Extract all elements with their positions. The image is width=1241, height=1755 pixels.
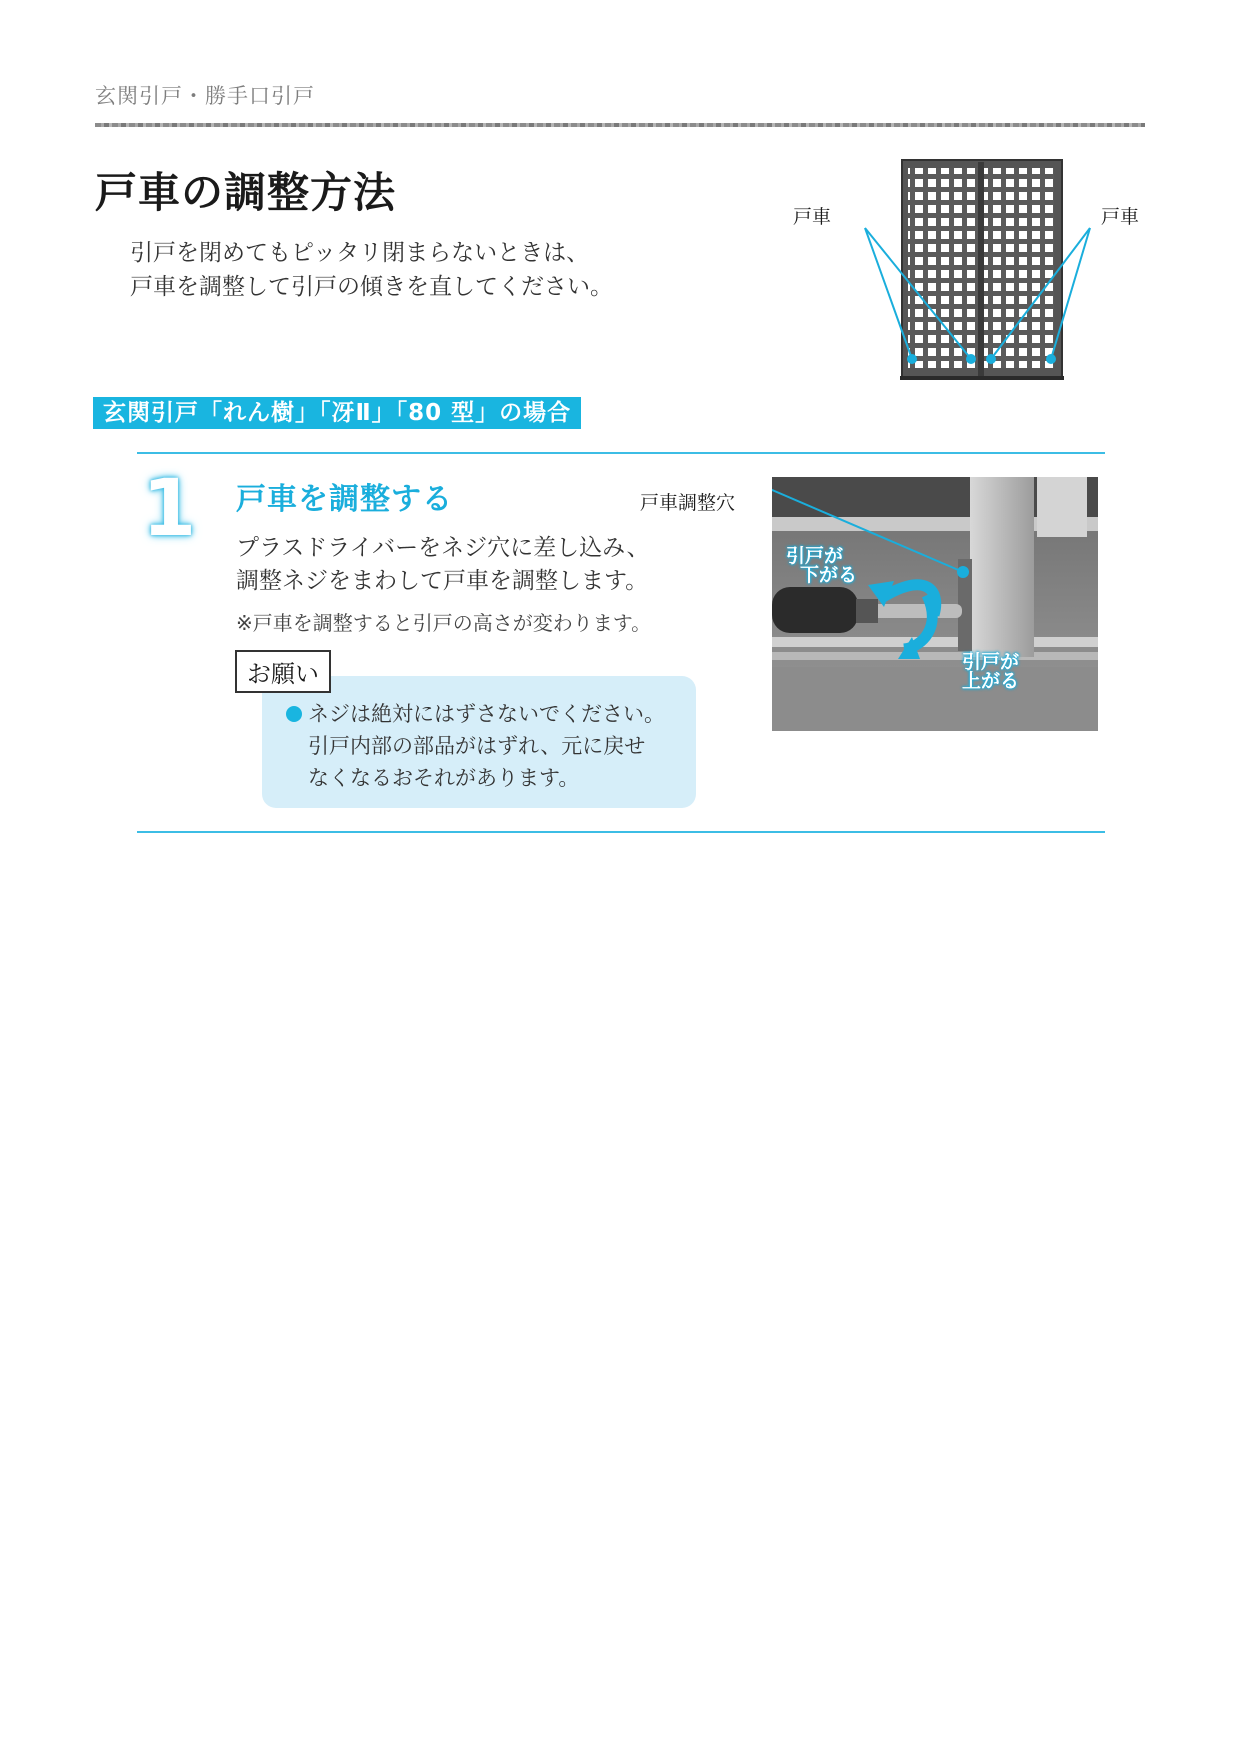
- step-body: [236, 532, 650, 598]
- step-number: 1: [142, 464, 197, 554]
- section-rule-top: [137, 452, 1105, 454]
- breadcrumb: 玄関引戸・勝手口引戸: [95, 84, 315, 108]
- down-line-1: 引戸が: [786, 545, 844, 567]
- warning-line-3: なくなるおそれがあります。: [308, 766, 580, 790]
- request-label: お願い: [235, 650, 331, 693]
- roller-dot: [907, 354, 917, 364]
- lead-line-1: 引戸を閉めてもピッタリ閉まらないときは、: [130, 240, 590, 266]
- up-line-1: 引戸が: [962, 651, 1020, 673]
- warning-text: [286, 698, 665, 794]
- lead-line-2: 戸車を調整して引戸の傾きを直してください。: [130, 274, 613, 300]
- roller-dot: [966, 354, 976, 364]
- up-line-2: 上がる: [962, 670, 1020, 692]
- photo-illustration: [772, 477, 1098, 731]
- section-band: 玄関引戸「れん樹」「冴Ⅱ」「80 型」の場合: [93, 397, 581, 429]
- step-body-line-1: プラスドライバーをネジ穴に差し込み、: [236, 535, 650, 561]
- step-body-line-2: 調整ネジをまわして戸車を調整します。: [236, 568, 649, 594]
- roller-label-left: 戸車: [793, 206, 832, 228]
- warning-line-2: 引戸内部の部品がはずれ、元に戻せ: [308, 734, 646, 758]
- down-text: [786, 547, 857, 585]
- roller-label-right: 戸車: [1101, 206, 1140, 228]
- section-rule-bottom: [137, 831, 1105, 833]
- step-title: 戸車を調整する: [236, 482, 453, 517]
- warning-line-1: ネジは絶対にはずさないでください。: [308, 702, 665, 726]
- up-text: [962, 653, 1019, 691]
- down-line-2: 下がる: [800, 564, 858, 586]
- roller-dot: [986, 354, 996, 364]
- sliding-door-diagram: [795, 150, 1145, 384]
- page-title: 戸車の調整方法: [95, 168, 397, 217]
- adjust-hole-callout: 戸車調整穴: [640, 492, 736, 514]
- step-note: ※戸車を調整すると引戸の高さが変わります。: [236, 611, 652, 635]
- header-divider: [95, 123, 1145, 127]
- roller-dot: [1046, 354, 1056, 364]
- bullet-icon: [286, 706, 302, 722]
- door-illustration: [795, 150, 1145, 380]
- lead-text: [130, 236, 613, 304]
- adjustment-photo: [772, 477, 1098, 731]
